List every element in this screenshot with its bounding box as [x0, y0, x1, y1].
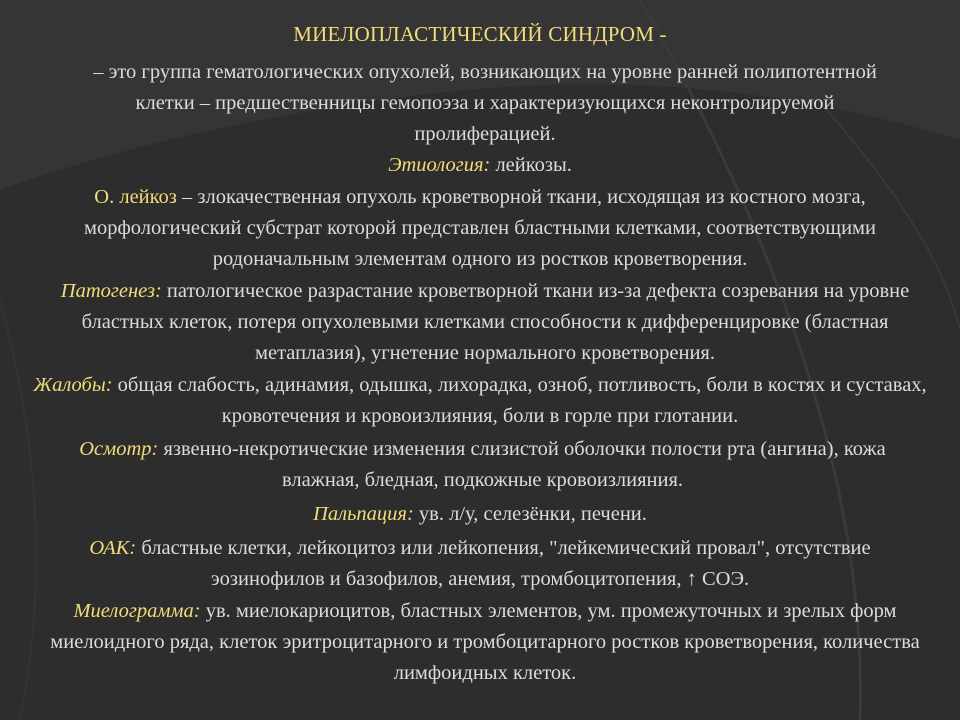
complaints-text: общая слабость, адинамия, одышка, лихорадка, озноб, потливость, боли в костях и суставах, кровотечения и кровоизлияния, боли в горле при глотании. — [112, 374, 927, 427]
palpation-paragraph — [100, 499, 860, 530]
examination-label: Осмотр: — [79, 438, 159, 460]
leukemia-label: О. лейкоз — [94, 186, 177, 208]
etiology-text: лейкозы. — [490, 154, 572, 176]
definition-paragraph: – это группа гематологических опухолей, возникающих на уровне ранней полипотентной клетки – предшественницы гемопоэза и характеризующихся неконтролируемой пролиферацией. — [93, 61, 877, 145]
cbc-paragraph — [55, 533, 905, 595]
myelogram-label: Миелограмма: — [73, 600, 201, 622]
slide-title: МИЕЛОПЛАСТИЧЕСКИЙ СИНДРОМ - — [293, 22, 667, 46]
pathogenesis-label: Патогенез: — [60, 280, 162, 302]
etiology-label: Этиология: — [388, 154, 491, 176]
pathogenesis-text: патологическое разрастание кроветворной ткани из-за дефекта созревания на уровне бластных клеток, потеря опухолевыми клетками способности к дифференцировке (бластная метаплазия), угнетение нормального кроветворения. — [81, 280, 910, 364]
cbc-label: ОАК: — [89, 537, 137, 559]
myelogram-paragraph — [45, 596, 925, 689]
examination-paragraph — [60, 434, 905, 496]
palpation-text: ув. л/у, селезёнки, печени. — [413, 503, 647, 525]
palpation-label: Пальпация: — [313, 503, 414, 525]
pathogenesis-paragraph — [30, 276, 940, 369]
complaints-paragraph — [30, 370, 930, 432]
examination-text: язвенно-некротические изменения слизистой оболочки полости рта (ангина), кожа влажная, бледная, подкожные кровоизлияния. — [158, 438, 886, 491]
etiology-paragraph — [100, 150, 860, 181]
leukemia-text: – злокачественная опухоль кроветворной ткани, исходящая из костного мозга, морфологический субстрат которой представлен бластными клетками, соответствующими родоначальным элементам одного из ростков кроветворения. — [83, 186, 876, 270]
complaints-label: Жалобы: — [33, 374, 113, 396]
myelogram-text: ув. миелокариоцитов, бластных элементов, ум. промежуточных и зрелых форм миелоидного ряда, клеток эритроцитарного и тромбоцитарного ростков кроветворения, количества лимфоидных клеток. — [50, 600, 920, 684]
leukemia-paragraph — [15, 182, 945, 275]
cbc-text: бластные клетки, лейкоцитоз или лейкопения, "лейкемический провал", отсутствие эозинофилов и базофилов, анемия, тромбоцитопения, ↑ СОЭ. — [136, 537, 871, 590]
